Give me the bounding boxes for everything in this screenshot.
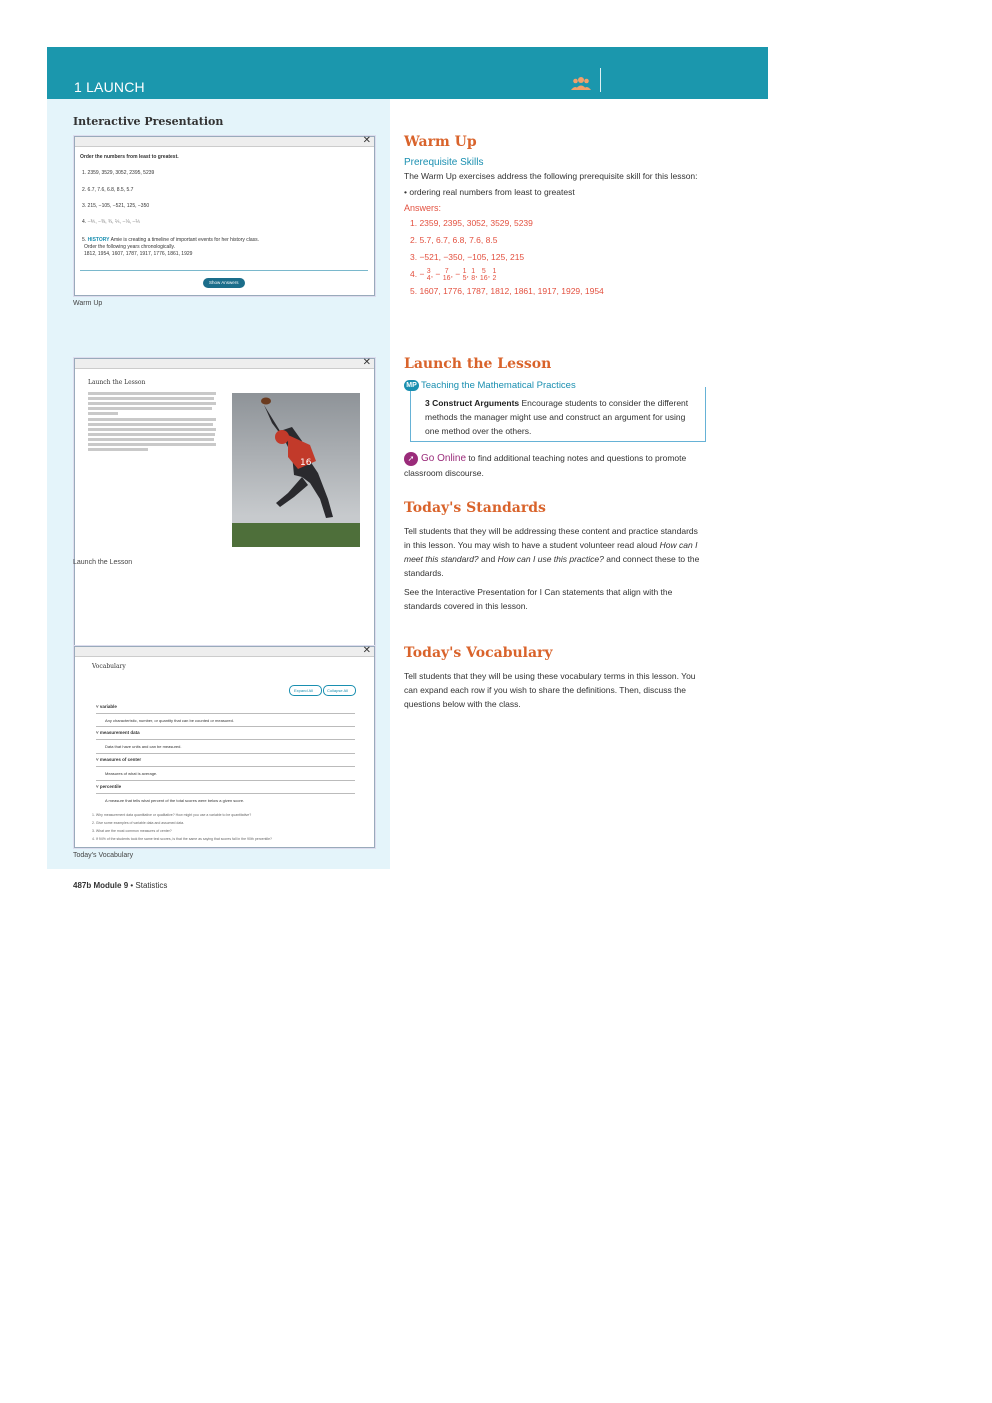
chevron-down-icon[interactable]: ˅ bbox=[96, 730, 100, 735]
vocab-question-1: 1. Why measurement data quantitative or qualitative? How might you use a variable to be quantitative? bbox=[92, 813, 252, 817]
chevron-down-icon[interactable]: ˅ bbox=[96, 704, 100, 709]
warmup-item-5-text2: Order the following years chronologically. bbox=[84, 244, 176, 250]
vocab-question-2: 2. Give some examples of variable data and assumed data. bbox=[92, 821, 185, 825]
warm-up-section bbox=[404, 134, 704, 300]
launch-caption: Launch the Lesson bbox=[73, 559, 133, 566]
warmup-item-1: 1. 2359, 3529, 3052, 2395, 5239 bbox=[82, 170, 155, 176]
answer-4: 4. − 3 4, − 7 16, − 1 5, 1 8, 5 16, 1 2 bbox=[410, 267, 497, 282]
banner-divider bbox=[600, 68, 601, 92]
answers-label: Answers: bbox=[404, 203, 442, 213]
standards-title: Today's Standards bbox=[404, 500, 546, 516]
mp-icon: MP bbox=[404, 380, 419, 391]
answer-3: 3. −521, −350, −105, 125, 215 bbox=[410, 252, 525, 262]
page-footer: 487b Module 9 • Statistics bbox=[73, 881, 168, 890]
warm-up-title: Warm Up bbox=[404, 134, 477, 150]
warmup-item-5: 5. HISTORY Amie is creating a timeline of important events for her history class. bbox=[82, 237, 260, 243]
vocabulary-caption: Today's Vocabulary bbox=[73, 852, 134, 859]
warmup-instruction: Order the numbers from least to greatest. bbox=[80, 154, 179, 160]
launch-title: Launch the Lesson bbox=[404, 356, 552, 372]
interactive-presentation-panel bbox=[47, 99, 390, 869]
warmup-item-4: 4. −⅗, −⅜, ¾, ⅖, −⅛, −⅖ bbox=[82, 219, 141, 225]
show-answers-button[interactable]: Show Answers bbox=[203, 278, 245, 288]
vocabulary-paragraph: Tell students that they will be using these vocabulary terms in this lesson. You can expand each row if you wish to share the definitions. Then, discuss the questions below with the class. bbox=[404, 671, 696, 709]
topic-label: Statistics bbox=[135, 881, 168, 890]
vocabulary-title: Today's Vocabulary bbox=[404, 645, 553, 661]
chevron-down-icon[interactable]: ˅ bbox=[96, 784, 100, 789]
vocabulary-section bbox=[404, 645, 704, 711]
vocabulary-screenshot[interactable]: ✕ Vocabulary Expand All Collapse All ˅ variable Any characteristic, number, or quantity that can be counted or measured. ˅ measurement data Data that have units and can be measured. ˅ measures of center Measures of what is average. ˅ percentile A measure that tells what percent of the total scores were below a given score. 1. Why measurement data quantitative or qualitative? How might you use a variable to be quantitative? 2. Give some examples of variable data and assumed data. 3. What are the most common measures of center? 4. If 94% of the students took the same test scores, is that the same as saying that scores fall in the 90th percentile? bbox=[74, 646, 375, 848]
page-number: 487b bbox=[73, 881, 92, 890]
warmup-screenshot[interactable] bbox=[74, 136, 375, 296]
standards-paragraph-2: See the Interactive Presentation for I Can statements that align with the standards covered in this lesson. bbox=[404, 587, 673, 611]
answer-1: 1. 2359, 2395, 3052, 3529, 5239 bbox=[410, 218, 533, 228]
warmup-item-5-years: 1812, 1954, 1607, 1787, 1917, 1776, 1861, 1929 bbox=[84, 251, 193, 257]
cursor-arrow-icon: ➚ bbox=[404, 452, 418, 466]
panel-heading: Interactive Presentation bbox=[73, 115, 224, 128]
close-icon[interactable]: ✕ bbox=[362, 357, 371, 368]
standards-section bbox=[404, 500, 704, 613]
warm-up-bullet: • ordering real numbers from least to greatest bbox=[404, 187, 575, 197]
screenshot-titlebar bbox=[75, 359, 374, 369]
answer-2: 2. 5.7, 6.7, 6.8, 7.6, 8.5 bbox=[410, 235, 498, 245]
expand-all-button[interactable]: Expand All bbox=[289, 685, 322, 696]
banner-title: 1 LAUNCH bbox=[74, 79, 145, 95]
vocab-shot-title: Vocabulary bbox=[92, 663, 126, 670]
go-online-note: ➚ Go Online to find additional teaching notes and questions to promote classroom discourse. bbox=[404, 453, 687, 478]
divider bbox=[80, 270, 368, 271]
top-banner bbox=[47, 47, 768, 99]
screenshot-titlebar bbox=[75, 137, 374, 147]
mathematical-practices-heading: MP Teaching the Mathematical Practices bbox=[404, 380, 580, 391]
standards-paragraph-1: Tell students that they will be addressing these content and practice standards in this lesson. You may wish to have a student volunteer read aloud How can I meet this standard? and How can I use this practice? and connect these to the standards. bbox=[404, 526, 700, 578]
vocab-question-3: 3. What are the most common measures of center? bbox=[92, 829, 172, 833]
launch-shot-title: Launch the Lesson bbox=[88, 379, 146, 386]
football-player-photo bbox=[232, 393, 360, 547]
launch-screenshot[interactable] bbox=[74, 358, 375, 654]
warmup-item-3: 3. 215, −105, −521, 125, −350 bbox=[82, 203, 150, 209]
chevron-down-icon[interactable]: ˅ bbox=[96, 757, 100, 762]
warm-up-intro: The Warm Up exercises address the following prerequisite skill for this lesson: bbox=[404, 171, 698, 181]
close-icon[interactable]: ✕ bbox=[362, 135, 371, 146]
mathematical-practices-text: 3 Construct Arguments Encourage students to consider the different methods the manager might use and construct an argument for using one method over the others. bbox=[425, 398, 689, 436]
svg-text:16: 16 bbox=[300, 458, 312, 468]
group-icon bbox=[571, 75, 591, 91]
prerequisite-skills-heading: Prerequisite Skills bbox=[404, 157, 484, 168]
module-label: Module 9 bbox=[93, 881, 129, 890]
launch-section bbox=[404, 356, 704, 372]
close-icon[interactable]: ✕ bbox=[362, 645, 371, 656]
warmup-item-2: 2. 6.7, 7.6, 6.8, 8.5, 5.7 bbox=[82, 187, 134, 193]
answer-5: 5. 1607, 1776, 1787, 1812, 1861, 1917, 1929, 1954 bbox=[410, 286, 604, 296]
go-online-link[interactable]: Go Online bbox=[421, 453, 467, 464]
screenshot-titlebar bbox=[75, 647, 374, 657]
collapse-all-button[interactable]: Collapse All bbox=[323, 685, 356, 696]
vocab-question-4: 4. If 94% of the students took the same test scores, is that the same as saying that scores fall in the 90th percentile? bbox=[92, 837, 272, 841]
warmup-caption: Warm Up bbox=[73, 300, 103, 307]
